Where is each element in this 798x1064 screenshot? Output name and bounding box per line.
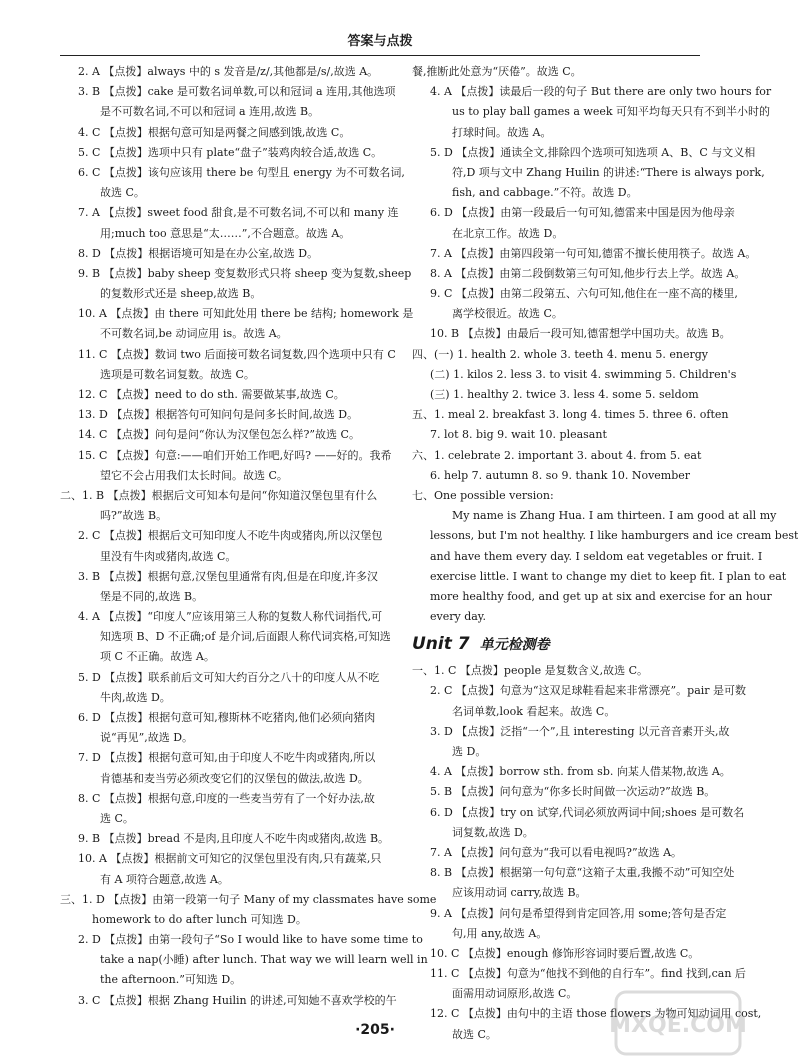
answer-line: 3. B 【点拨】cake 是可数名词单数,可以和冠词 a 连用,其他选项 <box>78 85 396 99</box>
page-header-title: 答案与点拨 <box>347 34 413 49</box>
answer-line: 10. B 【点拨】由最后一段可知,德雷想学中国功夫。故选 B。 <box>430 327 731 341</box>
watermark-text: MXQE.COM <box>609 1013 747 1038</box>
answer-line: 餐,推断此处意为“厌倦”。故选 C。 <box>412 65 582 78</box>
answer-line: 词复数,故选 D。 <box>452 825 534 839</box>
answer-line: exercise little. I want to change my diet to keep fit. I plan to eat <box>430 569 787 583</box>
answer-line: 10. C 【点拨】enough 修饰形容词时要后置,故选 C。 <box>430 946 700 960</box>
answer-line: 4. A 【点拨】“印度人”应该用第三人称的复数人称代词指代,可 <box>78 610 383 624</box>
answer-line: 3. D 【点拨】泛指“一个”,且 interesting 以元音音素开头,故 <box>430 724 730 738</box>
left-column <box>60 62 437 1011</box>
right-column <box>412 62 798 1045</box>
answer-line: 吗?”故选 B。 <box>100 509 168 523</box>
answer-line: 3. B 【点拨】根据句意,汉堡包里通常有肉,但是在印度,许多汉 <box>78 569 379 583</box>
answer-line: 8. A 【点拨】由第二段倒数第三句可知,他步行去上学。故选 A。 <box>430 266 746 280</box>
answer-line: 11. C 【点拨】数词 two 后面接可数名词复数,四个选项中只有 C <box>78 347 396 361</box>
answer-line: 名词单数,look 看起来。故选 C。 <box>452 704 616 718</box>
answer-line: 七、One possible version: <box>412 488 554 502</box>
answer-line: more healthy food, and get up at six and exercise for an hour <box>430 589 772 603</box>
answer-line: 的复数形式还是 sheep,故选 B。 <box>100 287 262 301</box>
answer-line: 2. A 【点拨】always 中的 s 发音是/z/,其他都是/s/,故选 A。 <box>78 65 379 78</box>
answer-line: 9. A 【点拨】问句是希望得到肯定回答,用 some;答句是否定 <box>430 906 727 920</box>
answer-line: 故选 C。 <box>452 1027 497 1041</box>
answer-line: 句,用 any,故选 A。 <box>452 926 548 940</box>
answer-line: 7. A 【点拨】由第四段第一句可知,德雷不擅长使用筷子。故选 A。 <box>430 246 757 260</box>
answer-line: 堡是不同的,故选 B。 <box>100 589 204 603</box>
right-column-top <box>412 62 798 627</box>
answer-line: 14. C 【点拨】问句是问“你认为汉堡包怎么样?”故选 C。 <box>78 428 360 442</box>
answer-line: 6. help 7. autumn 8. so 9. thank 10. November <box>430 468 691 482</box>
answer-line: 9. B 【点拨】bread 不是肉,且印度人不吃牛肉或猪肉,故选 B。 <box>78 832 390 846</box>
answer-line: 9. B 【点拨】baby sheep 变复数形式只将 sheep 变为复数,sheep <box>78 266 412 280</box>
answer-line: 在北京工作。故选 D。 <box>452 226 564 240</box>
answer-line: 7. D 【点拨】根据句意可知,由于印度人不吃牛肉或猪肉,所以 <box>78 751 376 765</box>
answer-line: 5. B 【点拨】问句意为“你多长时间做一次运动?”故选 B。 <box>430 785 716 799</box>
answer-line: 10. A 【点拨】根据前文可知它的汉堡包里没有肉,只有蔬菜,只 <box>78 852 382 866</box>
answer-line: 牛肉,故选 D。 <box>100 690 171 704</box>
watermark-logo <box>609 988 747 1058</box>
answer-line: homework to do after lunch 可知选 D。 <box>92 912 307 926</box>
answer-line: 选 D。 <box>452 745 487 758</box>
answer-line: 选项是可数名词复数。故选 C。 <box>100 367 255 381</box>
answer-line: 应该用动词 carry,故选 B。 <box>452 886 587 900</box>
answer-line: 2. C 【点拨】句意为“这双足球鞋看起来非常漂亮”。pair 是可数 <box>430 684 747 698</box>
answer-line: us to play ball games a week 可知平均每天只有不到半小时的 <box>452 105 771 119</box>
answer-line: 5. D 【点拨】联系前后文可知大约百分之八十的印度人从不吃 <box>78 670 380 684</box>
answer-line: 二、1. B 【点拨】根据后文可知本句是问“你知道汉堡包里有什么 <box>60 488 378 502</box>
answer-line: 知选项 B、D 不正确;of 是介词,后面跟人称代词宾格,可知选 <box>100 630 391 644</box>
answer-line: 8. C 【点拨】根据句意,印度的一些麦当劳有了一个好办法,故 <box>78 791 375 805</box>
answer-line: 3. C 【点拨】根据 Zhang Huilin 的讲述,可知她不喜欢学校的午 <box>78 993 397 1007</box>
answer-line: 项 C 不正确。故选 A。 <box>100 650 215 664</box>
answer-line: 故选 C。 <box>100 186 145 200</box>
answer-line: fish, and cabbage.”不符。故选 D。 <box>452 186 638 200</box>
answer-line: (三) 1. healthy 2. twice 3. less 4. some 5. seldom <box>430 388 699 401</box>
answer-line: the afternoon.”可知选 D。 <box>100 973 242 987</box>
answer-line: 7. A 【点拨】sweet food 甜食,是不可数名词,不可以和 many 连 <box>78 206 399 220</box>
answer-line: 8. B 【点拨】根据第一句句意“这箱子太重,我搬不动”可知空处 <box>430 866 735 880</box>
answer-line: 肯德基和麦当劳必须改变它们的汉堡包的做法,故选 D。 <box>100 771 369 785</box>
answer-line: 面需用动词原形,故选 C。 <box>452 987 578 1001</box>
answer-line: 望它不会占用我们太长时间。故选 C。 <box>100 468 288 482</box>
answer-line: 8. D 【点拨】根据语境可知是在办公室,故选 D。 <box>78 246 319 260</box>
unit-heading <box>412 627 742 661</box>
answer-line: 7. lot 8. big 9. wait 10. pleasant <box>430 428 607 442</box>
answer-line: 六、1. celebrate 2. important 3. about 4. from 5. eat <box>412 448 702 462</box>
answer-line: 10. A 【点拨】由 there 可知此处用 there be 结构; homework 是 <box>78 307 414 321</box>
header-divider <box>60 55 700 56</box>
answer-line: 6. D 【点拨】由第一段最后一句可知,德雷来中国是因为他母亲 <box>430 206 735 220</box>
answer-line: 4. A 【点拨】读最后一段的句子 But there are only two hours for <box>430 85 772 99</box>
answer-line: 13. D 【点拨】根据答句可知问句是问多长时间,故选 D。 <box>78 408 359 422</box>
answer-line: 选 C。 <box>100 811 134 825</box>
answer-line: 4. C 【点拨】根据句意可知是两餐之间感到饿,故选 C。 <box>78 125 351 139</box>
answer-line: 打球时间。故选 A。 <box>452 125 552 139</box>
answer-line: 离学校很近。故选 C。 <box>452 307 563 321</box>
answer-line: and have them every day. I seldom eat vegetables or fruit. I <box>430 549 763 563</box>
answer-line: 一、1. C 【点拨】people 是复数含义,故选 C。 <box>412 664 649 678</box>
answer-line: take a nap(小睡) after lunch. That way we will learn well in <box>100 953 428 967</box>
answer-line: 6. D 【点拨】根据句意可知,穆斯林不吃猪肉,他们必须向猪肉 <box>78 711 376 724</box>
answer-line: 6. C 【点拨】该句应该用 there be 句型且 energy 为不可数名词, <box>78 165 405 179</box>
answer-line: 2. D 【点拨】由第一段句子“So I would like to have some time to <box>78 933 423 947</box>
answer-line: (二) 1. kilos 2. less 3. to visit 4. swimming 5. Children's <box>430 367 737 381</box>
unit-number: Unit 7 <box>412 634 470 655</box>
answer-line: 5. C 【点拨】选项中只有 plate“盘子”装鸡肉较合适,故选 C。 <box>78 145 383 159</box>
answer-line: 四、(一) 1. health 2. whole 3. teeth 4. menu 5. energy <box>412 347 709 361</box>
unit-subtitle: 单元检测卷 <box>479 637 550 654</box>
answer-line: My name is Zhang Hua. I am thirteen. I am good at all my <box>452 509 777 523</box>
answer-line: 6. D 【点拨】try on 试穿,代词必须放两词中间;shoes 是可数名 <box>430 805 745 819</box>
answer-line: every day. <box>430 610 487 624</box>
page-number: ·205· <box>355 1022 395 1038</box>
answer-line: 4. A 【点拨】borrow sth. from sb. 向某人借某物,故选 A。 <box>430 765 731 779</box>
answer-line: 12. C 【点拨】由句中的主语 those flowers 为物可知动词用 cost, <box>430 1007 762 1021</box>
answer-line: 是不可数名词,不可以和冠词 a 连用,故选 B。 <box>100 105 320 119</box>
answer-line: 15. C 【点拨】句意:——咱们开始工作吧,好吗? ——好的。我希 <box>78 448 392 462</box>
answer-line: lessons, but I'm not healthy. I like hamburgers and ice cream best <box>430 529 798 543</box>
answer-line: 符,D 项与文中 Zhang Huilin 的讲述:“There is always pork, <box>452 165 765 179</box>
answer-line: 里没有牛肉或猪肉,故选 C。 <box>100 549 237 563</box>
answer-line: 5. D 【点拨】通读全文,排除四个选项可知选项 A、B、C 与文义相 <box>430 145 756 159</box>
answer-line: 不可数名词,be 动词应用 is。故选 A。 <box>100 327 288 341</box>
answer-line: 五、1. meal 2. breakfast 3. long 4. times 5. three 6. often <box>412 408 729 422</box>
answer-line: 9. C 【点拨】由第二段第五、六句可知,他住在一座不高的楼里, <box>430 287 738 301</box>
answer-line: 有 A 项符合题意,故选 A。 <box>100 872 229 886</box>
answer-line: 7. A 【点拨】问句意为“我可以看电视吗?”故选 A。 <box>430 845 683 859</box>
answer-line: 说“再见”,故选 D。 <box>100 731 194 745</box>
answer-line: 12. C 【点拨】need to do sth. 需要做某事,故选 C。 <box>78 388 345 401</box>
answer-line: 三、1. D 【点拨】由第一段第一句子 Many of my classmates have some <box>60 892 437 906</box>
answer-line: 用;much too 意思是“太……”,不合题意。故选 A。 <box>100 226 351 240</box>
answer-line: 11. C 【点拨】句意为“他找不到他的自行车”。find 找到,can 后 <box>430 967 746 981</box>
answer-line: 2. C 【点拨】根据后文可知印度人不吃牛肉或猪肉,所以汉堡包 <box>78 529 383 543</box>
